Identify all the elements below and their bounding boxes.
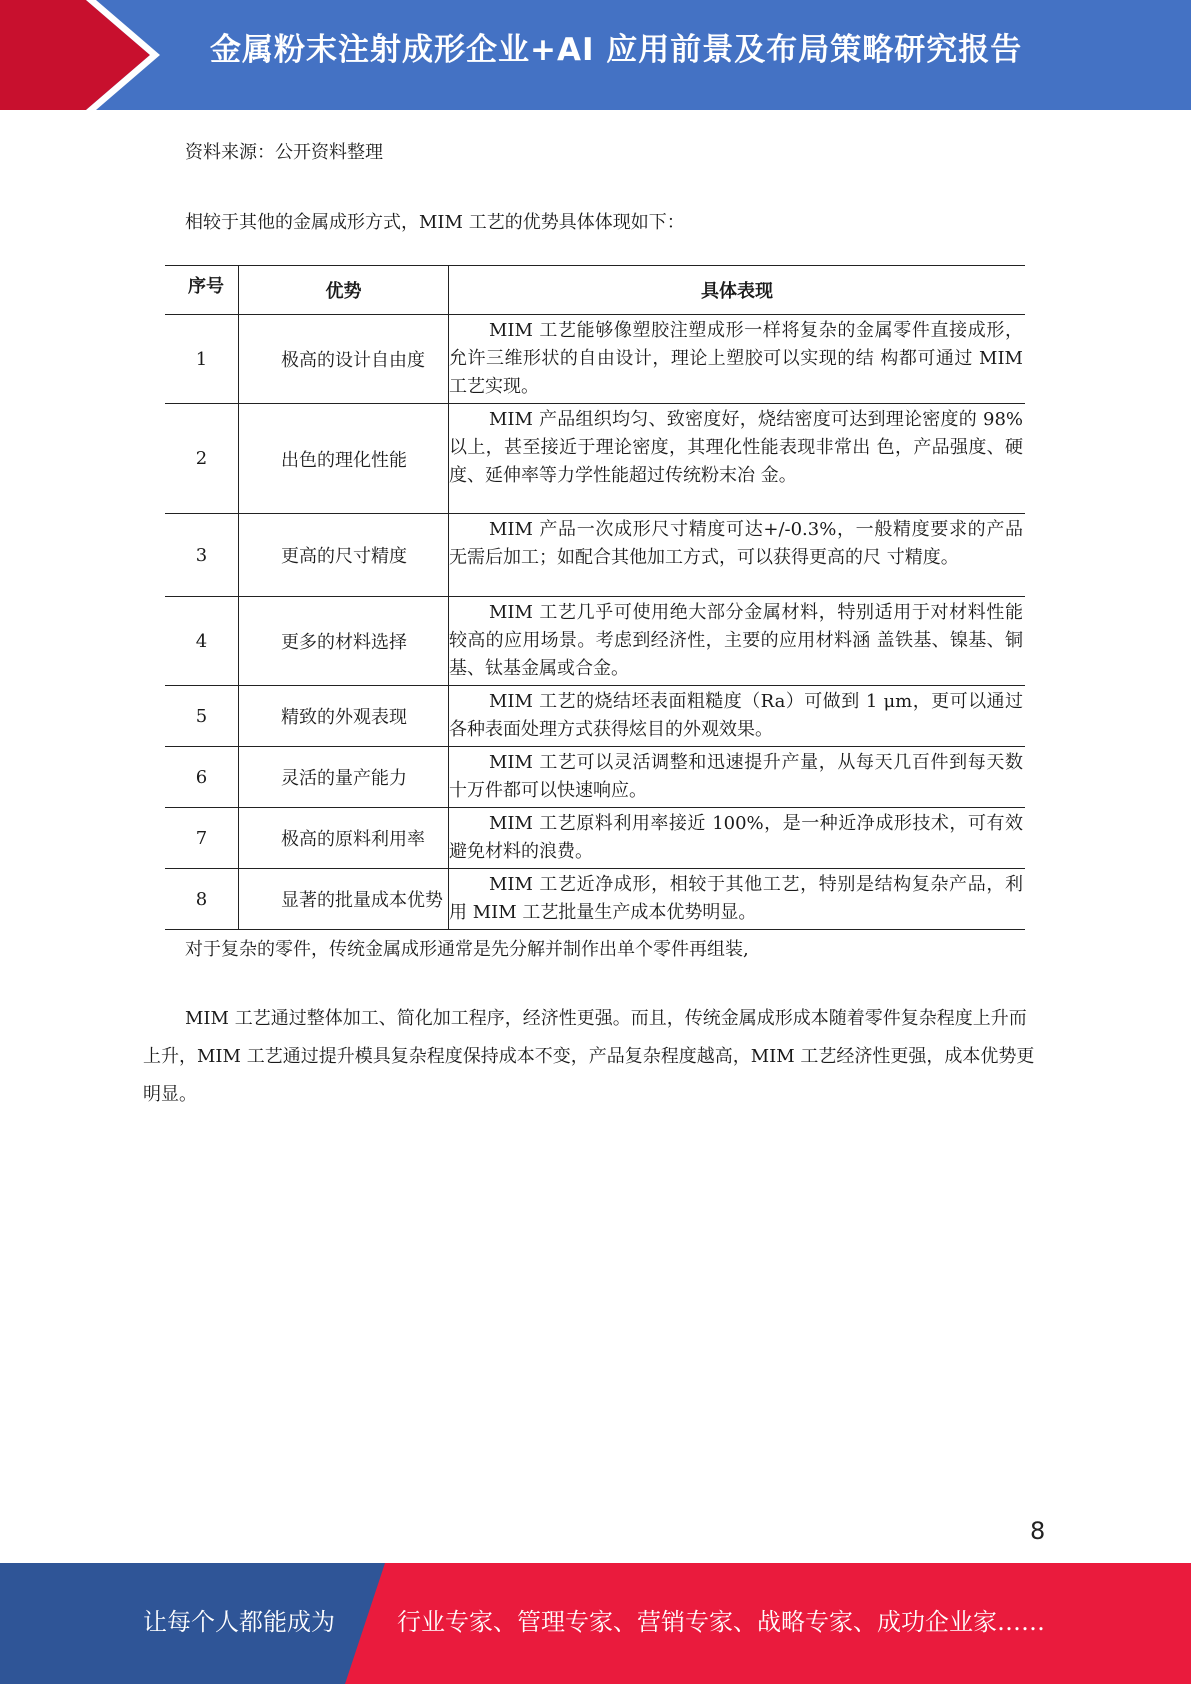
row-detail: MIM 工艺原料利用率接近 100%，是一种近净成形技术，可有效避免材料的浪费。 (449, 808, 1026, 869)
header-advantage: 优势 (239, 266, 449, 315)
source-note: 资料来源：公开资料整理 (185, 142, 383, 163)
table-row (165, 514, 1025, 597)
row-detail: MIM 工艺的烧结坯表面粗糙度（Ra）可做到 1 μm，更可以通过各种表面处理方式获得炫目的外观效果。 (449, 686, 1026, 747)
row-number: 3 (165, 514, 239, 597)
row-detail: MIM 产品组织均匀、致密度好，烧结密度可达到理论密度的 98%以上，甚至接近于理论密度，其理化性能表现非常出 色，产品强度、硬度、延伸率等力学性能超过传统粉末冶 金。 (449, 404, 1026, 514)
footer-slogan-left: 让每个人都能成为 (143, 1608, 335, 1636)
row-advantage: 出色的理化性能 (239, 404, 449, 514)
table-row (165, 597, 1025, 686)
row-detail: MIM 工艺能够像塑胶注塑成形一样将复杂的金属零件直接成形，允许三维形状的自由设计，理论上塑胶可以实现的结 构都可通过 MIM 工艺实现。 (449, 315, 1026, 404)
row-detail: MIM 工艺可以灵活调整和迅速提升产量，从每天几百件到每天数十万件都可以快速响应。 (449, 747, 1026, 808)
row-number: 1 (165, 315, 239, 404)
row-detail: MIM 工艺近净成形，相较于其他工艺，特别是结构复杂产品，利用 MIM 工艺批量生产成本优势明显。 (449, 869, 1026, 930)
row-number: 5 (165, 686, 239, 747)
page-number: 8 (1030, 1517, 1046, 1545)
row-advantage: 更多的材料选择 (239, 597, 449, 686)
row-advantage: 极高的设计自由度 (239, 315, 449, 404)
row-number: 4 (165, 597, 239, 686)
table-row (165, 808, 1025, 869)
page-header (0, 0, 1191, 110)
row-detail: MIM 工艺几乎可使用绝大部分金属材料，特别适用于对材料性能较高的应用场景。考虑到经济性，主要的应用材料涵 盖铁基、镍基、铜基、钛基金属或合金。 (449, 597, 1026, 686)
header-detail: 具体表现 (449, 266, 1026, 315)
row-advantage: 极高的原料利用率 (239, 808, 449, 869)
row-advantage: 显著的批量成本优势 (239, 869, 449, 930)
row-number: 6 (165, 747, 239, 808)
row-advantage: 精致的外观表现 (239, 686, 449, 747)
intro-paragraph: 相较于其他的金属成形方式，MIM 工艺的优势具体体现如下： (185, 212, 685, 233)
page-footer (0, 1563, 1191, 1684)
row-number: 8 (165, 869, 239, 930)
report-title: 金属粉末注射成形企业+AI 应用前景及布局策略研究报告 (210, 32, 1023, 68)
table-row (165, 869, 1025, 930)
body-paragraph-2: MIM 工艺通过整体加工、简化加工程序，经济性更强。而且，传统金属成形成本随着零件复杂程度上升而上升，MIM 工艺通过提升模具复杂程度保持成本不变，产品复杂程度越高，MIM 工艺经济性更强，成本优势更明显。 (143, 1008, 1035, 1105)
body-paragraph-1: 对于复杂的零件，传统金属成形通常是先分解并制作出单个零件再组装, (185, 939, 749, 960)
row-number: 7 (165, 808, 239, 869)
header-red-arrow-decoration (0, 0, 150, 110)
footer-slogan-right: 行业专家、管理专家、营销专家、战略专家、成功企业家…… (397, 1608, 1045, 1636)
row-advantage: 更高的尺寸精度 (239, 514, 449, 597)
table-row (165, 686, 1025, 747)
table-row (165, 404, 1025, 514)
header-no: 序号 (165, 266, 239, 315)
advantages-table (165, 265, 1025, 930)
row-advantage: 灵活的量产能力 (239, 747, 449, 808)
table-row (165, 315, 1025, 404)
table-header-row (165, 266, 1025, 315)
row-detail: MIM 产品一次成形尺寸精度可达+/-0.3%，一般精度要求的产品无需后加工；如配合其他加工方式，可以获得更高的尺 寸精度。 (449, 514, 1026, 597)
row-number: 2 (165, 404, 239, 514)
table-row (165, 747, 1025, 808)
